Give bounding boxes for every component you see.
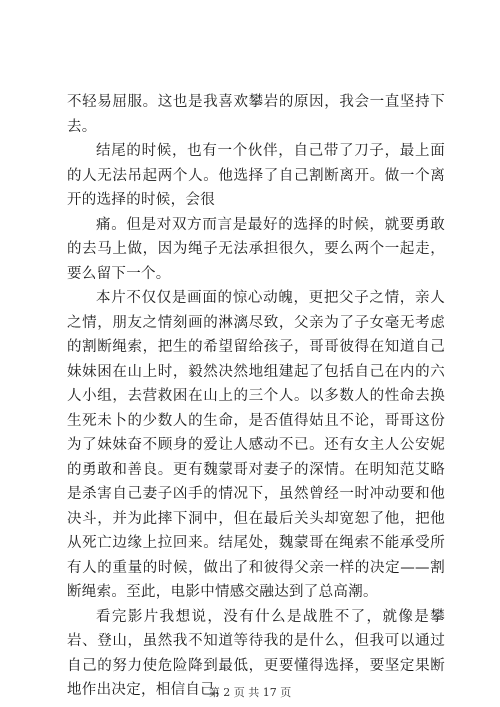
document-body [67, 90, 445, 703]
page-footer: 第 2 页 共 17 页 [208, 686, 292, 699]
paragraph-3: 痛。但是对双方而言是最好的选择的时候，就要勇敢的去马上做，因为绳子无法承担很久，要么两个一起走，要么留下一个。 [67, 216, 445, 282]
paragraph-2: 结尾的时候，也有一个伙伴，自己带了刀子，最上面的人无法吊起两个人。他选择了自己割断离开。做一个离开的选择的时候，会很 [67, 143, 445, 208]
paragraph-4: 本片不仅仅是画面的惊心动魄，更把父子之情，亲人之情，朋友之情刻画的淋漓尽致，父亲为了子女毫无考虑的割断绳索，把生的希望留给孩子，哥哥彼得在知道自己妹妹困在山上时，毅然决然地组建起了包括自己在内的六人小组，去营救困在山上的三个人。以多数人的性命去换生死未卜的少数人的生命，是否值得姑且不论，哥哥这份为了妹妹奋不顾身的爱让人感动不已。还有女主人公安妮的勇敢和善良。更有魏蒙哥对妻子的深情。在明知范艾略是杀害自己妻子凶手的情况下，虽然曾经一时冲动要和他决斗，并为此摔下洞中，但在最后关头却宽恕了他，把他从死亡边缘上拉回来。结尾处，魏蒙哥在绳索不能承受所有人的重量的时候，做出了和彼得父亲一样的决定——割断绳索。至此，电影中情感交融达到了总高潮。 [67, 290, 445, 600]
paragraph-1: 不轻易屈服。这也是我喜欢攀岩的原因，我会一直坚持下去。 [67, 94, 445, 135]
paragraph-5: 看完影片我想说，没有什么是战胜不了，就像是攀岩、登山，虽然我不知道等待我的是什么，但我可以通过自己的努力使危险降到最低，更要懂得选择，要坚定果断地作出决定，相信自己， [67, 608, 445, 698]
